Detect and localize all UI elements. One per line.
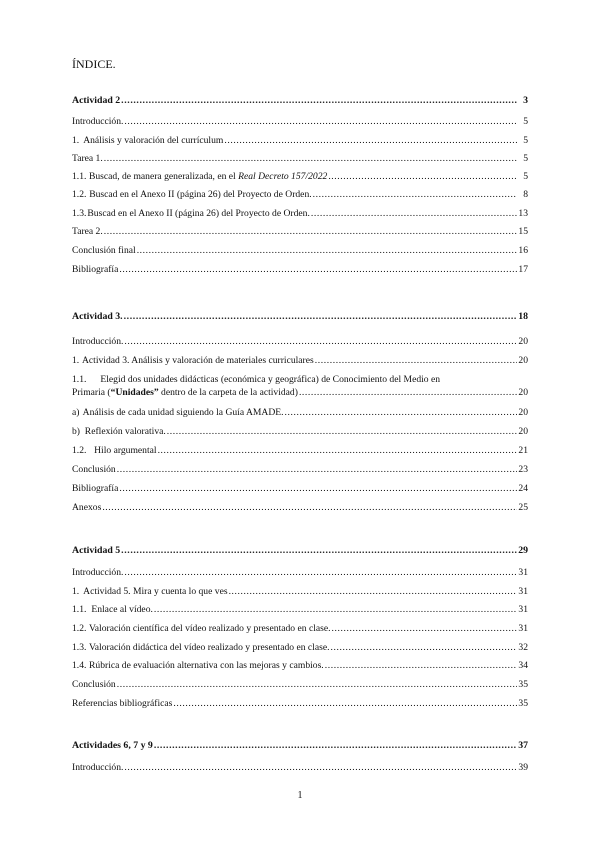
leader-dots — [117, 462, 517, 478]
toc-entry[interactable] — [72, 243, 528, 259]
toc-entry-text: Hilo argumental — [94, 445, 157, 456]
leader-dots — [117, 677, 517, 693]
toc-entry-page: 3 — [523, 95, 528, 106]
toc-entry-number: 1. — [72, 355, 80, 366]
toc-entry-page: 25 — [518, 502, 528, 513]
toc-entry-text: Bibliografía — [72, 483, 119, 494]
leader-dots — [313, 187, 517, 203]
toc-entry-text: Buscad en el Anexo II (página 26) del Proyecto de Orden. — [87, 208, 310, 219]
toc-entry-page: 35 — [518, 698, 528, 709]
toc-entry[interactable] — [72, 334, 528, 350]
toc-entry-text: Introducción. — [72, 762, 124, 773]
toc-entry-page: 17 — [518, 264, 528, 275]
leader-dots — [299, 386, 517, 399]
leader-dots — [328, 169, 517, 185]
toc-entry-actividades-6-7-9[interactable] — [72, 738, 528, 754]
toc-entry-number: 1.3. — [72, 208, 87, 219]
toc-entry-page: 8 — [523, 189, 528, 200]
toc-entry-page: 5 — [523, 135, 528, 146]
italic-title: Real Decreto 157/2022 — [238, 171, 328, 182]
toc-entry-text: Actividad 2 — [72, 95, 121, 106]
toc-entry-number: 1.1. — [72, 604, 87, 615]
leader-dots — [154, 738, 517, 754]
toc-entry[interactable] — [72, 565, 528, 581]
toc-entry[interactable] — [72, 151, 528, 167]
toc-entry-number: 1.2. — [72, 189, 87, 200]
toc-entry-text: Actividad 3. — [72, 311, 123, 322]
leader-dots — [121, 93, 517, 109]
toc-entry-number: 1.4. — [72, 660, 87, 671]
leader-dots — [137, 243, 517, 259]
toc-entry[interactable] — [72, 224, 528, 240]
leader-dots — [124, 565, 517, 581]
toc-entry[interactable] — [72, 114, 528, 130]
toc-entry-page: 29 — [518, 545, 528, 556]
toc-entry[interactable] — [72, 760, 528, 776]
leader-dots — [224, 133, 517, 149]
toc-entry[interactable] — [72, 658, 528, 674]
toc-entry-text: Introducción. — [72, 116, 124, 127]
toc-entry-page: 13 — [518, 208, 528, 219]
toc-entry-text: Actividad 5. Mira y cuenta lo que ves — [83, 586, 228, 597]
toc-entry-number: b) — [72, 426, 80, 437]
toc-entry-page: 20 — [518, 355, 528, 366]
toc-entry-actividad-3[interactable] — [72, 309, 528, 325]
toc-entry-page: 34 — [518, 660, 528, 671]
toc-entry-text: Valoración didáctica del vídeo realizado y presentado en clase. — [88, 642, 330, 653]
leader-dots — [330, 640, 517, 656]
toc-entry-text: Elegid dos unidades didácticas (económica y geográfica) de Conocimiento del Medio en — [100, 374, 441, 385]
toc-entry-text: Conclusión — [72, 464, 116, 475]
toc-entry-page: 21 — [518, 445, 528, 456]
toc-entry[interactable] — [72, 169, 528, 185]
toc-entry-actividad-2[interactable] — [72, 93, 528, 109]
toc-entry-page: 39 — [518, 762, 528, 773]
leader-dots — [311, 206, 517, 222]
toc-entry-text: Tarea 1. — [72, 153, 103, 164]
toc-entry-page: 32 — [518, 642, 528, 653]
toc-entry-text: Introducción. — [72, 567, 124, 578]
toc-entry-text: Análisis de cada unidad siguiendo la Guía AMADE. — [82, 407, 284, 418]
toc-entry-page: 24 — [518, 483, 528, 494]
toc-entry-text: Buscad en el Anexo II (página 26) del Proyecto de Orden. — [89, 189, 312, 200]
toc-entry-number: a) — [72, 407, 80, 418]
leader-dots — [332, 621, 517, 637]
leader-dots — [119, 481, 517, 497]
toc-entry-text: Buscad, de manera generalizada, en el Real Decreto 157/2022 — [88, 171, 328, 182]
toc-entry-number: 1. — [72, 135, 80, 146]
leader-dots — [121, 543, 517, 559]
toc-entry-page: 20 — [518, 426, 528, 437]
toc-entry[interactable] — [72, 584, 528, 600]
toc-entry[interactable] — [72, 500, 528, 516]
toc-entry-text: Enlace al vídeo. — [91, 604, 153, 615]
leader-dots — [315, 353, 517, 369]
toc-entry-text: Reflexión valorativa. — [84, 426, 166, 437]
leader-dots — [285, 405, 517, 421]
toc-entry-text: Conclusión — [72, 679, 116, 690]
toc-entry-page: 37 — [518, 740, 528, 751]
page-number: 1 — [297, 790, 303, 801]
toc-entry-page: 31 — [518, 604, 528, 615]
toc-entry-page: 20 — [518, 387, 528, 398]
toc-entry-text: Conclusión final — [72, 245, 136, 256]
toc-entry-actividad-5[interactable] — [72, 543, 528, 559]
toc-entry[interactable] — [72, 424, 528, 440]
toc-entry-text: Actividad 3. Análisis y valoración de materiales curriculares — [81, 355, 314, 366]
toc-entry-text: Valoración científica del vídeo realizado y presentado en clase. — [88, 623, 331, 634]
toc-entry[interactable] — [72, 133, 528, 149]
toc-entry[interactable] — [72, 640, 528, 656]
toc-entry-page: 15 — [518, 226, 528, 237]
toc-entry[interactable] — [72, 481, 528, 497]
leader-dots — [167, 424, 517, 440]
toc-entry-page: 20 — [518, 407, 528, 418]
leader-dots — [119, 262, 517, 278]
toc-entry-page: 31 — [518, 586, 528, 597]
toc-entry-page: 16 — [518, 245, 528, 256]
toc-entry[interactable] — [72, 462, 528, 478]
leader-dots — [124, 760, 517, 776]
toc-entry-text: Bibliografía — [72, 264, 119, 275]
toc-entry-page: 18 — [518, 311, 528, 322]
toc-entry[interactable] — [72, 187, 528, 203]
toc-entry-number: 1.1. — [72, 171, 87, 182]
toc-entry-page: 35 — [518, 679, 528, 690]
toc-entry[interactable] — [72, 602, 528, 618]
toc-entry-text: Introducción. — [72, 336, 124, 347]
leader-dots — [104, 224, 517, 240]
toc-entry[interactable] — [72, 353, 528, 369]
toc-entry-text: Referencias bibliográficas — [72, 698, 173, 709]
leader-dots — [325, 658, 517, 674]
leader-dots — [124, 309, 517, 325]
leader-dots — [124, 114, 517, 130]
leader-dots — [104, 151, 517, 167]
toc-entry-page: 31 — [518, 623, 528, 634]
toc-entry-page: 31 — [518, 567, 528, 578]
leader-dots — [229, 584, 517, 600]
leader-dots — [173, 696, 517, 712]
toc-entry-page: 20 — [518, 336, 528, 347]
toc-entry[interactable] — [72, 405, 528, 421]
toc-entry-wrapped[interactable] — [72, 373, 528, 399]
toc-entry[interactable] — [72, 262, 528, 278]
toc-entry-number: 1.3. — [72, 642, 87, 653]
toc-entry[interactable] — [72, 677, 528, 693]
toc-heading: ÍNDICE. — [72, 57, 116, 71]
toc-entry-page: 5 — [523, 153, 528, 164]
toc-entry[interactable] — [72, 696, 528, 712]
toc-entry[interactable] — [72, 621, 528, 637]
toc-entry-number: 1.2. — [72, 623, 87, 634]
toc-entry-number: 1. — [72, 586, 80, 597]
quoted-term: “Unidades” — [110, 387, 159, 398]
toc-entry-text: Anexos — [72, 502, 102, 513]
toc-entry-text: Rúbrica de evaluación alternativa con las mejoras y cambios. — [89, 660, 324, 671]
leader-dots — [124, 334, 517, 350]
toc-entry-text: Actividad 5 — [72, 545, 121, 556]
toc-entry[interactable] — [72, 206, 528, 222]
toc-entry[interactable] — [72, 443, 528, 459]
toc-entry-page: 23 — [518, 464, 528, 475]
toc-entry-number: 1.1. — [72, 374, 87, 385]
leader-dots — [158, 443, 517, 459]
leader-dots — [154, 602, 517, 618]
toc-entry-page: 5 — [523, 116, 528, 127]
toc-entry-text-line2: Primaria (“Unidades” dentro de la carpeta de la actividad) — [72, 387, 298, 398]
toc-entry-number: 1.2. — [72, 445, 87, 456]
toc-entry-text: Tarea 2. — [72, 226, 103, 237]
toc-entry-text: Análisis y valoración del currículum — [83, 135, 224, 146]
leader-dots — [102, 500, 517, 516]
toc-entry-page: 5 — [523, 171, 528, 182]
toc-entry-text: Actividades 6, 7 y 9 — [72, 740, 153, 751]
